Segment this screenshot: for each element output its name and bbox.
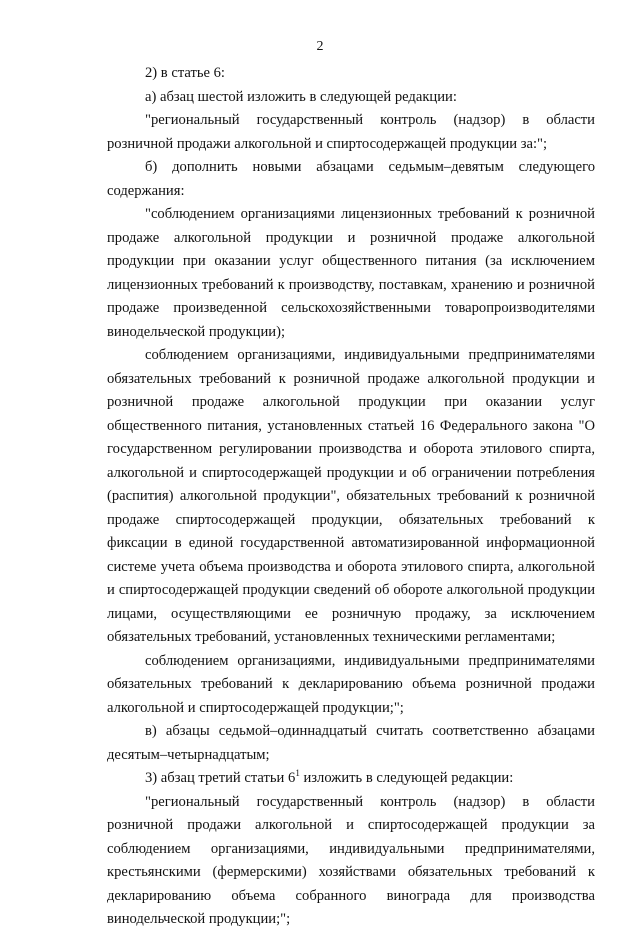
paragraph-item-v: в) абзацы седьмой–одиннадцатый считать соответственно абзацами десятым–четырнадцатым; <box>107 723 595 763</box>
paragraph-article-6-heading: 2) в статье 6: <box>145 65 225 81</box>
paragraph-mandatory-requirements: соблюдением организациями, индивидуальными предпринимателями обязательных требований к розничной продаже алкогольной продукции и розничной продаже алкогольной продукции при оказании услуг общественного питания, установленных статьей 16 Федерального закона "О государственном регулировании производства и оборота этилового спирта, алкогольной и спиртосодержащей продукции и об ограничении потребления (распития) алкогольной продукции", обязательных требований к розничной продаже спиртосодержащей продукции, обязательных требований к фиксации в единой государственной автоматизированной информационной системе учета объема производства и оборота этилового спирта, алкогольной и спиртосодержащей продукции сведений об обороте алкогольной продукции лицами, осуществляющими ее розничную продажу, за исключением обязательных требований, установленных техническими регламентами; <box>107 347 595 645</box>
paragraph-article-6-1 <box>107 767 595 791</box>
paragraph-quoted-grape-control: "региональный государственный контроль (надзор) в области розничной продажи алкогольной и спиртосодержащей продукции за соблюдением организациями, индивидуальными предпринимателями, крестьянскими (фермерскими) хозяйствами обязательных требований к декларированию объема собранного винограда для производства винодельческой продукции;"; <box>107 793 595 927</box>
article-6-1-text-after: изложить в следующей редакции: <box>299 770 514 786</box>
page-number: 2 <box>316 39 324 54</box>
paragraph-declaration-requirements: соблюдением организациями, индивидуальными предпринимателями обязательных требований к декларированию объема розничной продажи алкогольной и спиртосодержащей продукции;"; <box>107 652 595 716</box>
article-superscript: 1 <box>295 768 300 778</box>
paragraph-quoted-control: "региональный государственный контроль (надзор) в области розничной продажи алкогольной и спиртосодержащей продукции за:"; <box>107 112 595 152</box>
document-body <box>107 62 595 932</box>
paragraph-item-a: а) абзац шестой изложить в следующей редакции: <box>145 88 457 105</box>
paragraph-item-b: б) дополнить новыми абзацами седьмым–девятым следующего содержания: <box>107 159 595 199</box>
article-6-1-text-before: 3) абзац третий статьи 6 <box>145 770 296 786</box>
paragraph-license-requirements: "соблюдением организациями лицензионных требований к розничной продаже алкогольной продукции и розничной продаже алкогольной продукции при оказании услуг общественного питания (за исключением лицензионных требований к производству, поставкам, хранению и розничной продаже произведенной сельскохозяйственными товаропроизводителями винодельческой продукции); <box>107 206 595 340</box>
